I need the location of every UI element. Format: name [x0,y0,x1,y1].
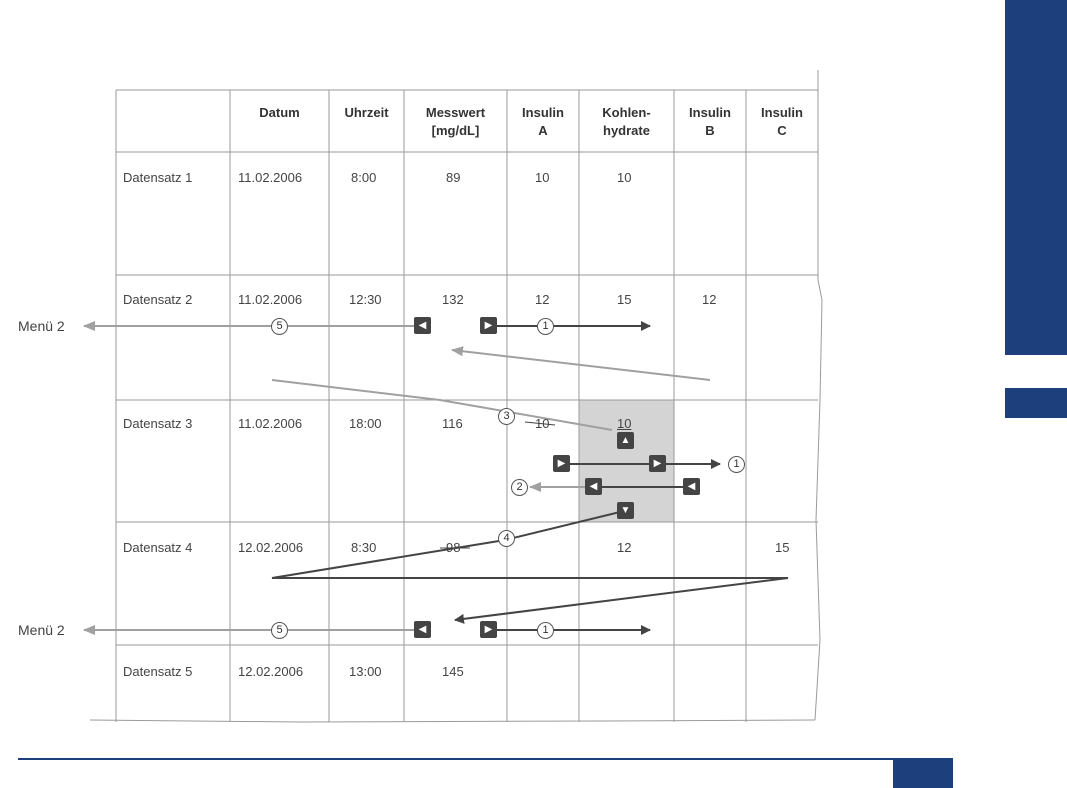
row4-uhrzeit: 8:30 [351,540,377,555]
row3-kh: 10 [617,416,632,431]
header-insulin-b-line1: Insulin [689,105,731,120]
nav-left-button-row2[interactable] [414,317,431,334]
header-messwert-line2: [mg/dL] [431,123,480,138]
nav-right-icon: ▶ [484,319,493,331]
marker-1-row2: 1 [537,318,554,335]
nav-left-button-row4[interactable] [414,621,431,638]
row1-messwert: 89 [446,170,461,185]
row4-messwert: 98 [446,540,461,555]
header-kh-line1: Kohlen- [602,105,651,120]
row1-label: Datensatz 1 [123,170,193,185]
table-grid [90,70,822,722]
marker-3: 3 [498,408,515,425]
nav-right-icon: ▶ [484,623,493,635]
nav-left-icon: ◀ [687,480,696,492]
nav-left-icon: ◀ [589,480,598,492]
row2-messwert: 132 [442,292,464,307]
header-insulin-a-line2: A [538,123,548,138]
marker-1-row3: 1 [728,456,745,473]
nav-up-button[interactable] [617,432,634,449]
header-insulin-c-line2: C [777,123,787,138]
header-insulin-b [674,104,746,140]
marker-4: 4 [498,530,515,547]
header-insulin-a-line1: Insulin [522,105,564,120]
arrow-zigzag-4 [272,512,788,620]
nav-right-button-row3-a[interactable] [553,455,570,472]
nav-left-icon: ◀ [418,623,427,635]
row1-kh: 10 [617,170,632,185]
footer-line [18,758,953,760]
row2-kh: 15 [617,292,632,307]
header-messwert-line1: Messwert [425,105,486,120]
nav-left-icon: ◀ [418,319,427,331]
row2-datum: 11.02.2006 [238,292,303,307]
row1-datum: 11.02.2006 [238,170,303,185]
row5-label: Datensatz 5 [123,664,193,679]
row4-kh: 12 [617,540,632,555]
nav-up-icon: ▲ [620,434,631,446]
header-kh-line2: hydrate [603,123,650,138]
header-kohlenhydrate [579,104,674,140]
row3-label: Datensatz 3 [123,416,193,431]
header-messwert [404,104,507,140]
row2-uhrzeit: 12:30 [349,292,382,307]
nav-right-icon: ▶ [653,457,662,469]
header-insulin-c-line1: Insulin [761,105,803,120]
nav-right-button-row3-b[interactable] [649,455,666,472]
row5-datum: 12.02.2006 [238,664,304,679]
nav-down-icon: ▼ [620,504,631,516]
header-insulin-a [507,104,579,140]
row3-insulin-a: 10 [535,416,550,431]
row4-label: Datensatz 4 [123,540,193,555]
marker-5-top: 5 [271,318,288,335]
row1-insulin-a: 10 [535,170,550,185]
row2-insulin-b: 12 [702,292,717,307]
nav-right-icon: ▶ [557,457,566,469]
header-datum: Datum [259,105,300,120]
row4-datum: 12.02.2006 [238,540,304,555]
nav-down-button[interactable] [617,502,634,519]
nav-left-button-row3-a[interactable] [585,478,602,495]
row5-uhrzeit: 13:00 [349,664,382,679]
header-insulin-c [746,104,818,140]
header-uhrzeit: Uhrzeit [344,105,389,120]
marker-2: 2 [511,479,528,496]
row5-messwert: 145 [442,664,464,679]
row3-messwert: 116 [442,416,463,431]
marker-5-bottom: 5 [271,622,288,639]
row3-datum: 11.02.2006 [238,416,303,431]
row2-label: Datensatz 2 [123,292,193,307]
header-insulin-b-line2: B [705,123,715,138]
marker-1-row4: 1 [537,622,554,639]
menu2-label-bottom: Menü 2 [18,622,65,638]
row4-insulin-c: 15 [775,540,790,555]
nav-right-button-row4[interactable] [480,621,497,638]
row2-insulin-a: 12 [535,292,550,307]
nav-left-button-row3-b[interactable] [683,478,700,495]
footer-box [893,758,953,788]
nav-right-button-row2[interactable] [480,317,497,334]
row1-uhrzeit: 8:00 [351,170,377,185]
row3-uhrzeit: 18:00 [349,416,382,431]
menu2-label-top: Menü 2 [18,318,65,334]
arrow-back-row2 [452,350,710,380]
